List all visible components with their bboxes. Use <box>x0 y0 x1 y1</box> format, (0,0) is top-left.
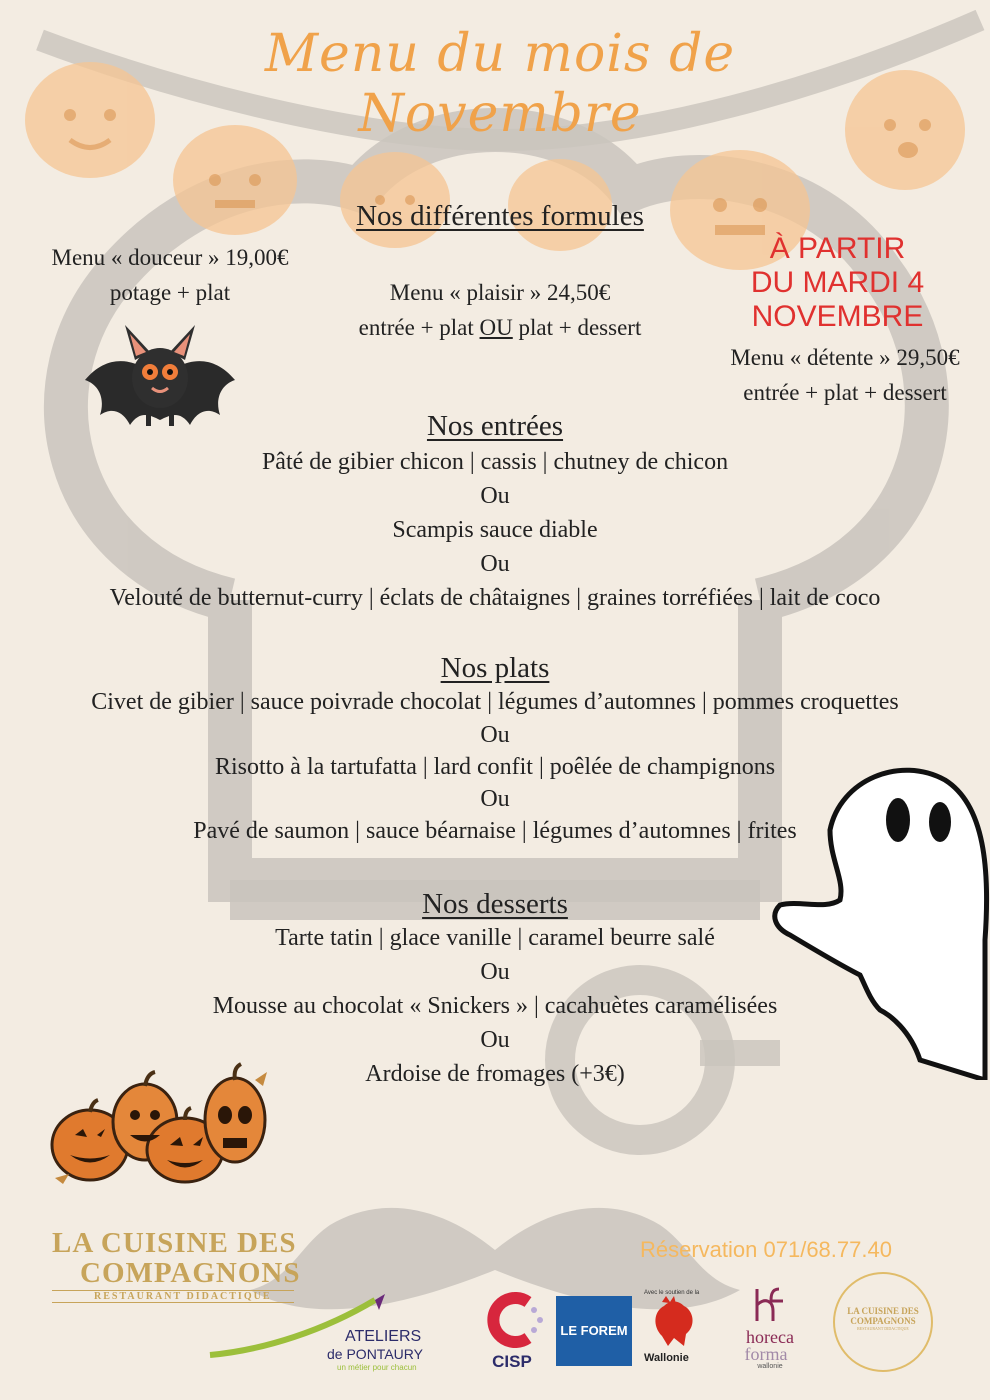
ateliers-text: ATELIERS <box>345 1328 422 1345</box>
formula-douceur-name: Menu « douceur » 19,00€ <box>51 245 289 270</box>
entree-item: Scampis sauce diable <box>392 517 598 543</box>
start-date-notice <box>700 232 975 334</box>
dessert-item: Mousse au chocolat « Snickers » | cacahuètes caramélisées <box>212 993 778 1019</box>
plat-item: Risotto à la tartufatta | lard confit | poêlée de champignons <box>214 754 776 780</box>
formula-plaisir-desc-b: plat + dessert <box>512 315 642 340</box>
horeca-wallonie-text: wallonie <box>757 1363 783 1370</box>
plat-item: Civet de gibier | sauce poivrade chocolat | légumes d’automnes | pommes croquettes <box>91 689 899 715</box>
entrees-section <box>0 410 990 615</box>
notice-line-3: NOVEMBRE <box>751 300 924 333</box>
dessert-item: Ardoise de fromages (+3€) <box>365 1061 625 1087</box>
ateliers-tagline: un métier pour chacun <box>337 1363 417 1372</box>
brand-line-2: COMPAGNONS <box>80 1257 301 1289</box>
or-separator: Ou <box>480 483 510 509</box>
forem-logo: LE FOREM <box>556 1296 632 1366</box>
cuisine-seal-logo <box>833 1272 933 1372</box>
entrees-heading: Nos entrées <box>426 410 564 442</box>
brand-line-1: LA CUISINE DES <box>52 1227 297 1259</box>
formula-plaisir <box>300 275 700 345</box>
seal-line-3: RESTAURANT DIDACTIQUE <box>857 1326 909 1331</box>
or-separator: Ou <box>480 551 510 577</box>
horeca-forma-logo <box>735 1285 805 1380</box>
formulas-heading: Nos différentes formules <box>356 200 644 232</box>
forma-text: forma <box>744 1344 788 1364</box>
plats-heading: Nos plats <box>440 652 550 684</box>
brand-line-3: RESTAURANT DIDACTIQUE <box>52 1290 294 1303</box>
ateliers-pontaury-logo <box>205 1290 475 1380</box>
formula-douceur-desc: potage + plat <box>109 280 231 305</box>
formula-plaisir-desc-a: entrée + plat <box>358 315 480 340</box>
formula-detente-name: Menu « détente » 29,50€ <box>730 345 960 370</box>
formula-plaisir-desc <box>300 310 700 345</box>
cisp-logo <box>484 1292 548 1372</box>
or-separator: Ou <box>480 786 510 812</box>
seal-line-2: COMPAGNONS <box>850 1316 916 1326</box>
horeca-text: horeca <box>746 1327 794 1347</box>
reservation-phone: Réservation 071/68.77.40 <box>640 1237 892 1262</box>
cisp-icon <box>484 1292 548 1348</box>
or-separator: Ou <box>480 959 510 985</box>
dessert-item: Tarte tatin | glace vanille | caramel beurre salé <box>275 925 715 951</box>
wallonie-text: Wallonie <box>644 1352 689 1364</box>
plat-item: Pavé de saumon | sauce béarnaise | légumes d’automnes | frites <box>193 818 797 844</box>
entree-item: Velouté de butternut-curry | éclats de châtaignes | graines torréfiées | lait de coco <box>109 585 881 611</box>
formula-plaisir-or: OU <box>479 315 513 340</box>
ghost-icon <box>770 760 990 1080</box>
entree-item: Pâté de gibier chicon | cassis | chutney de chicon <box>261 449 729 475</box>
rooster-icon <box>644 1296 704 1348</box>
pontaury-text: de PONTAURY <box>327 1346 423 1362</box>
formula-detente-desc: entrée + plat + dessert <box>743 380 947 405</box>
notice-line-1: À PARTIR <box>769 232 906 265</box>
wallonie-support-text: Avec le soutien de la <box>644 1290 700 1296</box>
horeca-icon <box>735 1285 805 1325</box>
seal-line-1: LA CUISINE DES <box>847 1306 919 1316</box>
or-separator: Ou <box>480 722 510 748</box>
wallonie-logo <box>644 1290 714 1380</box>
desserts-heading: Nos desserts <box>422 888 568 920</box>
pumpkins-icon <box>45 1060 275 1190</box>
or-separator: Ou <box>480 1027 510 1053</box>
formula-detente <box>700 340 990 410</box>
menu-title: Menu du mois de Novembre <box>264 24 736 144</box>
formula-plaisir-name: Menu « plaisir » 24,50€ <box>389 280 611 305</box>
formula-douceur <box>10 240 330 310</box>
cisp-text: CISP <box>492 1352 532 1371</box>
notice-line-2: DU MARDI 4 <box>750 266 925 299</box>
